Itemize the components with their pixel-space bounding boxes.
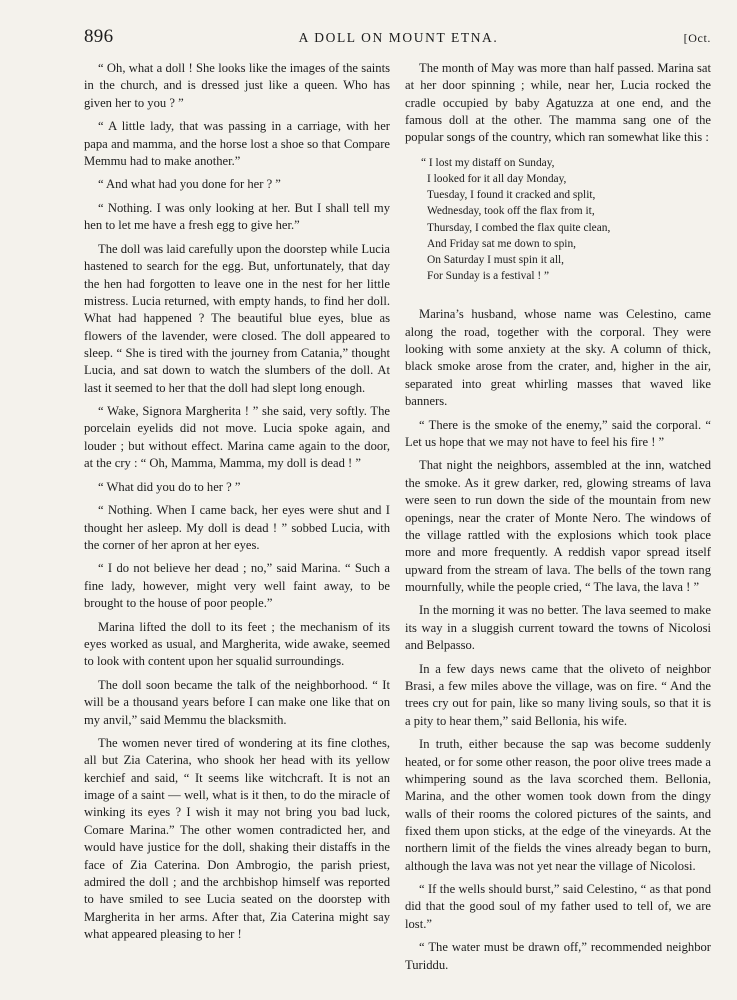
verse-line: I looked for it all day Monday, [427, 172, 567, 185]
paragraph: The doll soon became the talk of the neighborhood. “ It will be a thousand years before I can make one like that on my anvil,” said Memmu the blacksmith. [84, 677, 390, 727]
paragraph: “ A little lady, that was passing in a carriage, with her papa and mamma, and the horse lost a shoe so that Compare Memmu had to make another.” [84, 119, 390, 168]
verse-line: Wednesday, took off the flax from it, [427, 205, 595, 218]
paragraph: In a few days news came that the oliveto of neighbor Brasi, a few miles above the village, was on fire. “ And the trees cry out for pain, like so many living souls, so that it is a pity to hear them,” said Bellonia, his wife. [405, 661, 711, 728]
verse-line: Thursday, I combed the flax quite clean, [427, 221, 611, 234]
paragraph: “ Oh, what a doll ! She looks like the images of the saints in the church, and is dressed just like a queen. Who has given her to you ? ” [84, 61, 390, 110]
paragraph: “ Nothing. When I came back, her eyes were shut and I thought her asleep. My doll is dead ! ” sobbed Lucia, with the corner of her apron at her eyes. [84, 503, 390, 552]
right-column [405, 60, 711, 980]
paragraph: “ And what had you done for her ? ” [98, 177, 281, 192]
verse-line: And Friday sat me down to spin, [427, 237, 577, 250]
paragraph: Marina lifted the doll to its feet ; the mechanism of its eyes worked as usual, and Margherita, wide awake, seemed to look with content upon her squalid surroundings. [84, 619, 390, 669]
paragraph: “ There is the smoke of the enemy,” said the corporal. “ Let us hope that we may not have to feel his fire ! ” [405, 417, 711, 449]
paragraph: The women never tired of wondering at its fine clothes, all but Zia Caterina, who shook her head with its yellow kerchief and said, “ It seems like witchcraft. It is not an image of a saint — well, what is it then, to do the miracle of winking its eyes ? I wish it may not bring you bad luck, Comare Marina.” The other women contradicted her, and would have justice for the doll, shaking their distaffs in the face of Zia Caterina. Don Ambrogio, the parish priest, admired the doll ; and the archbishop himself was reported to have smiled to see Lucia seated on the doorstep with Margherita in her arms. After that, Zia Caterina might say what appeared pleasing to her ! [84, 736, 390, 941]
verse-line: Tuesday, I found it cracked and split, [427, 189, 596, 202]
paragraph: The month of May was more than half passed. Marina sat at her door spinning ; while, near her, Lucia rocked the cradle occupied by baby Agatuzza at one end, and the famous doll at the other. The mamma sang one of the popular songs of the country, which ran somewhat like this : [405, 61, 711, 145]
paragraph: “ Nothing. I was only looking at her. But I shall tell my hen to let me have a fresh egg to give her.” [84, 200, 390, 233]
page-number: 896 [84, 26, 114, 47]
running-title: A DOLL ON MOUNT ETNA. [298, 30, 499, 45]
paragraph: “ I do not believe her dead ; no,” said Marina. “ Such a fine lady, however, might very well faint away, to be brought to the house of poor people.” [84, 561, 390, 611]
running-head [84, 26, 711, 48]
verse-line: “ I lost my distaff on Sunday, [421, 156, 555, 169]
paragraph: In the morning it was no better. The lava seemed to make its way in a sluggish current toward the towns of Nicolosi and Belpasso. [405, 603, 711, 653]
paragraph: That night the neighbors, assembled at the inn, watched the smoke. As it grew darker, red, glowing streams of lava were seen to run down the side of the mountain from new openings, near the crater of Monte Nero. The windows of the village rattled with the explosions which took place more and more frequently. A reddish vapor spread itself upward from the stream of lava. The bells of the town rang mournfully, while the people cried, “ The lava, the lava ! ” [405, 458, 711, 594]
paragraph: In truth, either because the sap was become suddenly heated, or for some other reason, the poor olive trees made a whimpering sound as the lava scorched them. Bellonia, Marina, and the other women took down from the dingy walls of their rooms the colored pictures of the saints, and fixed them upon sticks, at the edge of the vineyards. At the northern limit of the fields the vines already began to burn, although the lava was not yet near the village of Nicolosi. [405, 737, 711, 873]
song-verse [421, 155, 711, 285]
paragraph: “ Wake, Signora Margherita ! ” she said, very softly. The porcelain eyelids did not move. Lucia spoke again, and louder ; but without effect. Marina came again to the door, at the cry : “ Oh, Mamma, Mamma, my doll is dead ! ” [84, 404, 390, 471]
paragraph: “ The water must be drawn off,” recommended neighbor Turiddu. [405, 940, 711, 972]
verse-line: On Saturday I must spin it all, [427, 253, 564, 266]
paragraph: “ What did you do to her ? ” [98, 479, 241, 494]
paragraph: “ If the wells should burst,” said Celestino, “ as that pond did that the good soul of my father used to tell of, we are lost.” [405, 882, 711, 931]
paragraph: The doll was laid carefully upon the doorstep while Lucia hastened to search for the egg. But, unfortunately, that day the hen had forgotten to leave one in the nest for her little mistress. Lucia returned, with empty hands, to find her doll. What had happened ? The beautiful blue eyes, blue as flowers of the lavender, were closed. The doll appeared to sleep. “ She is tired with the journey from Catania,” thought Lucia, and sat down to watch the slumbers of the doll. At last it seemed to her that the doll had slept long enough. [84, 241, 390, 395]
verse-line: For Sunday is a festival ! ” [427, 270, 550, 283]
paragraph: Marina’s husband, whose name was Celestino, came along the road, together with the corporal. They were looking with some anxiety at the sky. A column of thick, black smoke arose from the crater, and, higher in the air, separated into great whirling masses that waved like banners. [405, 307, 711, 409]
left-column [84, 60, 390, 980]
running-month: [Oct. [683, 31, 711, 45]
text-columns [84, 60, 711, 980]
